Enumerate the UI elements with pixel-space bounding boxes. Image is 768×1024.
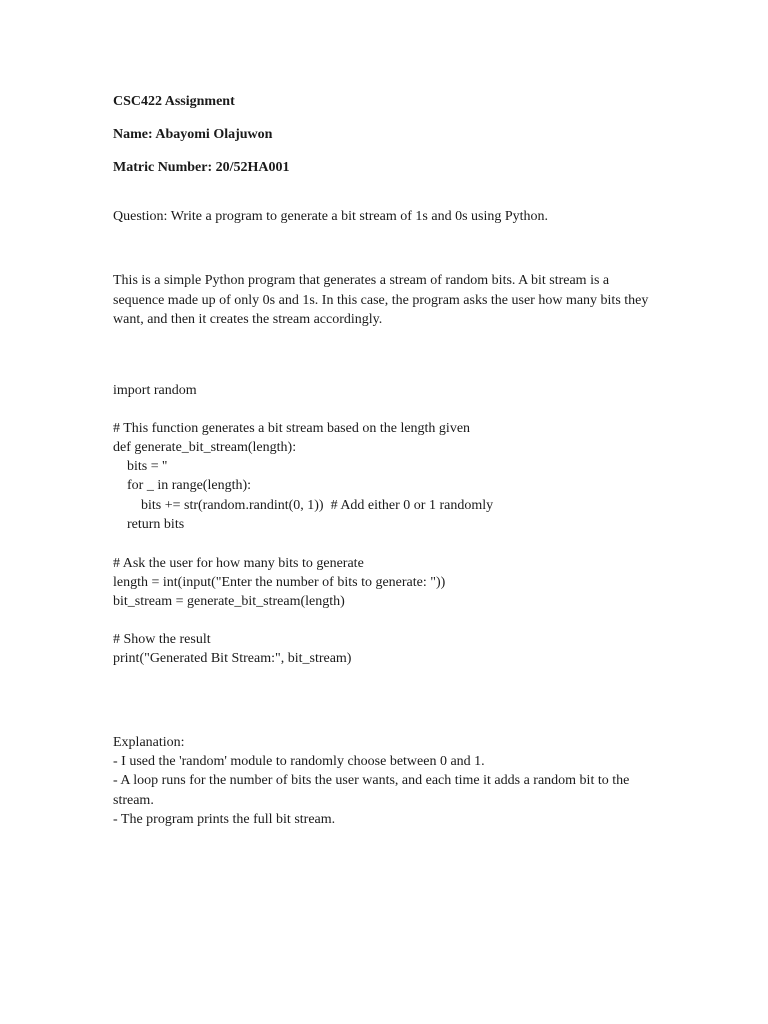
code-line: def generate_bit_stream(length):: [113, 440, 297, 455]
code-line: import random: [113, 383, 197, 398]
code-line: bit_stream = generate_bit_stream(length): [113, 594, 345, 609]
code-line: # Ask the user for how many bits to generate: [113, 556, 364, 571]
assignment-title: CSC422 Assignment: [113, 94, 235, 109]
explanation-item: - A loop runs for the number of bits the user wants, and each time it adds a random bit to the stream.: [113, 773, 630, 808]
code-line: for _ in range(length):: [113, 478, 252, 493]
student-name: Name: Abayomi Olajuwon: [113, 127, 273, 142]
code-line: bits = '': [113, 459, 168, 474]
code-line: bits += str(random.randint(0, 1)) # Add either 0 or 1 randomly: [113, 498, 494, 513]
intro-paragraph: This is a simple Python program that generates a stream of random bits. A bit stream is a sequence made up of only 0s and 1s. In this case, the program asks the user how many bits they want, and then it creates the stream accordingly.: [113, 273, 649, 327]
explanation-heading: Explanation:: [113, 735, 185, 750]
code-line: length = int(input("Enter the number of bits to generate: ")): [113, 575, 446, 590]
explanation-item: - The program prints the full bit stream.: [113, 812, 336, 827]
code-line: print("Generated Bit Stream:", bit_stream): [113, 651, 352, 666]
matric-number: Matric Number: 20/52HA001: [113, 160, 290, 175]
question-text: Question: Write a program to generate a bit stream of 1s and 0s using Python.: [113, 209, 549, 224]
code-line: return bits: [113, 517, 185, 532]
explanation-item: - I used the 'random' module to randomly choose between 0 and 1.: [113, 754, 485, 769]
code-line: # This function generates a bit stream based on the length given: [113, 421, 471, 436]
code-line: # Show the result: [113, 632, 211, 647]
